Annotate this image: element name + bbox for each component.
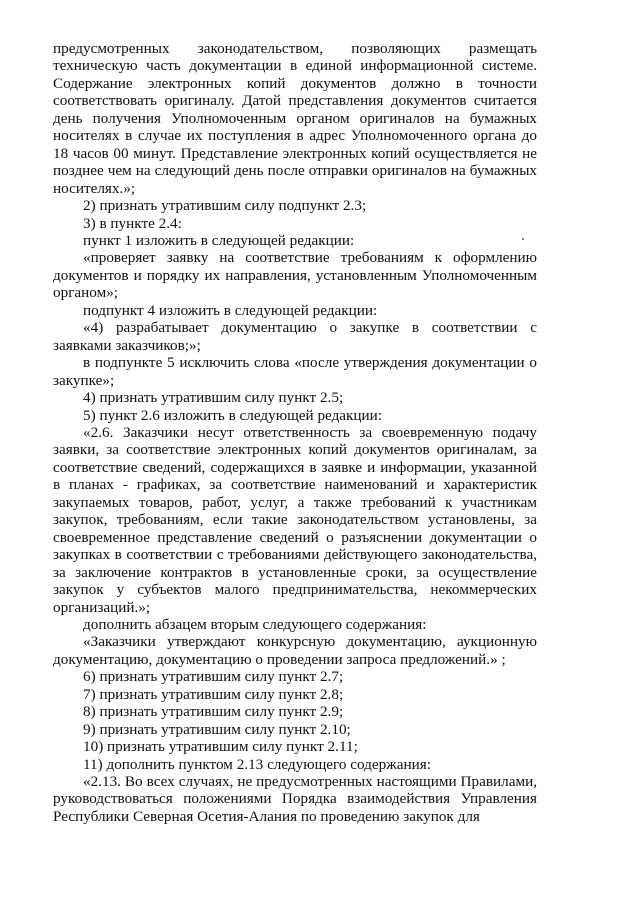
paragraph-item-5-text: «2.6. Заказчики несут ответственность за своевременную подачу заявки, за соответствие электронных копий документов оригиналам, за соответствие сведений, содержащихся в заявке и информации, указанной в планах - графиках, за соответствие наименований и характеристик закупаемых товаров, работ, услуг, а также требований к участникам закупок, требованиям, если такие законодательством установлены, за своевременное представление сведений о разъяснении документации о закупках в соответствии с требованиями действующего законодательства, за заключение контрактов в установленные сроки, за осуществление закупок у субъектов малого предпринимательства, некоммерческих организаций.»; (53, 423, 537, 616)
paragraph-item-9: 9) признать утратившим силу пункт 2.10; (83, 720, 351, 738)
paragraph-item-5-addition: дополнить абзацем вторым следующего содержания: (83, 615, 427, 633)
paragraph-item-5: 5) пункт 2.6 изложить в следующей редакции: (83, 406, 383, 424)
paragraph-continuation: предусмотренных законодательством, позволяющих размещать техническую часть документации в единой информационной системе. Содержание электронных копий документов должно в точности соответствовать оригиналу. Датой представления документов считается день получения Уполномоченным органом оригиналов на бумажных носителях в случае их поступления в адрес Уполномоченного органа до 18 часов 00 минут. Представление электронных копий осуществляется не позднее чем на следующий день после отправки оригиналов на бумажных носителях.»; (53, 40, 537, 197)
paragraph-item-3-point-1-text: «проверяет заявку на соответствие требованиям к оформлению документов и порядку их направления, установленным Уполномоченным органом»; (53, 249, 537, 302)
paragraph-item-6: 6) признать утратившим силу пункт 2.7; (83, 668, 344, 686)
paragraph-item-5-addition-text: «Заказчики утверждают конкурсную документацию, аукционную документацию, документацию о проведении запроса предложений.» ; (53, 633, 537, 668)
paragraph-item-4: 4) признать утратившим силу пункт 2.5; (83, 389, 344, 407)
paragraph-item-3-subpoint-5: в подпункте 5 исключить слова «после утверждения документации о закупке»; (53, 354, 537, 389)
paragraph-item-8: 8) признать утратившим силу пункт 2.9; (83, 703, 344, 721)
paragraph-item-3-subpoint-4-text: «4) разрабатывает документацию о закупке в соответствии с заявками заказчиков;»; (53, 319, 537, 354)
paragraph-item-3-subpoint-4: подпункт 4 изложить в следующей редакции: (83, 301, 378, 319)
paragraph-item-11-text: «2.13. Во всех случаях, не предусмотренных настоящими Правилами, руководствоваться положениями Порядка взаимодействия Управления Республики Северная Осетия-Алания по проведению закупок для (53, 773, 537, 825)
paragraph-item-11: 11) дополнить пунктом 2.13 следующего содержания: (83, 755, 431, 773)
paragraph-item-10: 10) признать утратившим силу пункт 2.11; (83, 738, 358, 756)
paragraph-item-2: 2) признать утратившим силу подпункт 2.3; (83, 197, 367, 215)
paragraph-item-7: 7) признать утратившим силу пункт 2.8; (83, 685, 344, 703)
document-body (53, 40, 537, 825)
paragraph-item-3: 3) в пункте 2.4: (83, 214, 182, 232)
paragraph-item-3-point-1: пункт 1 изложить в следующей редакции: (83, 231, 355, 249)
scan-speck (522, 238, 524, 240)
